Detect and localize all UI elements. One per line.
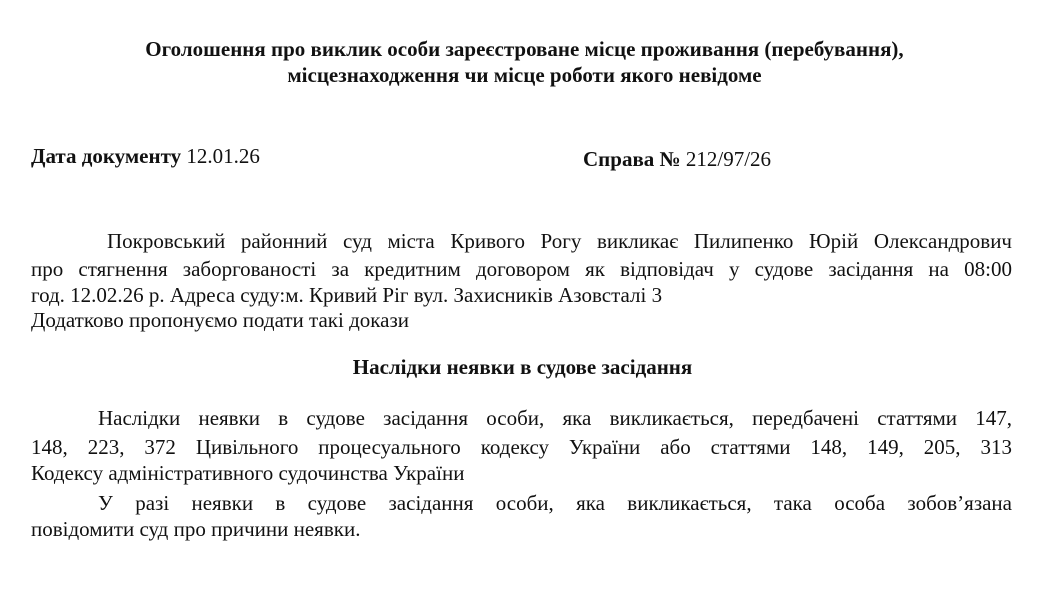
consequences-p1-line-2: 148, 223, 372 Цивільного процесуального кодексу України або статтями 148, 149, 205, 313 — [31, 435, 1012, 459]
case-number — [583, 147, 771, 172]
summons-line-3: год. 12.02.26 р. Адреса суду:м. Кривий Ріг вул. Захисників Азовсталі 3 — [31, 283, 663, 307]
case-number-value: 212/97/26 — [685, 147, 772, 171]
document-title-line-1: Оголошення про виклик особи зареєстроване місце проживання (перебування), — [145, 37, 904, 61]
consequences-p2-line-1: У разі неявки в судове засідання особи, яка викликається, така особа зобов’язана — [98, 491, 1012, 515]
consequences-heading — [0, 353, 1037, 381]
summons-line-1: Покровський районний суд міста Кривого Рогу викликає Пилипенко Юрій Олександрович — [107, 229, 1012, 253]
document-title-line-2: місцезнаходження чи місце роботи якого невідоме — [287, 63, 762, 87]
document-date-label: Дата документу — [31, 144, 182, 168]
consequences-heading-text: Наслідки неявки в судове засідання — [352, 355, 693, 379]
summons-line-2: про стягнення заборгованості за кредитним договором як відповідач у судове засідання на 08:00 — [31, 257, 1012, 281]
consequences-p1-line-1: Наслідки неявки в судове засідання особи, яка викликається, передбачені статтями 147, — [98, 406, 1012, 430]
document-date-value: 12.01.26 — [186, 144, 260, 168]
consequences-p2-line-2: повідомити суд про причини неявки. — [31, 517, 361, 541]
summons-line-4: Додатково пропонуємо подати такі докази — [31, 308, 410, 332]
document-date — [31, 144, 260, 169]
case-number-label: Справа № — [583, 147, 681, 171]
consequences-p1-line-3: Кодексу адміністративного судочинства України — [31, 461, 465, 485]
